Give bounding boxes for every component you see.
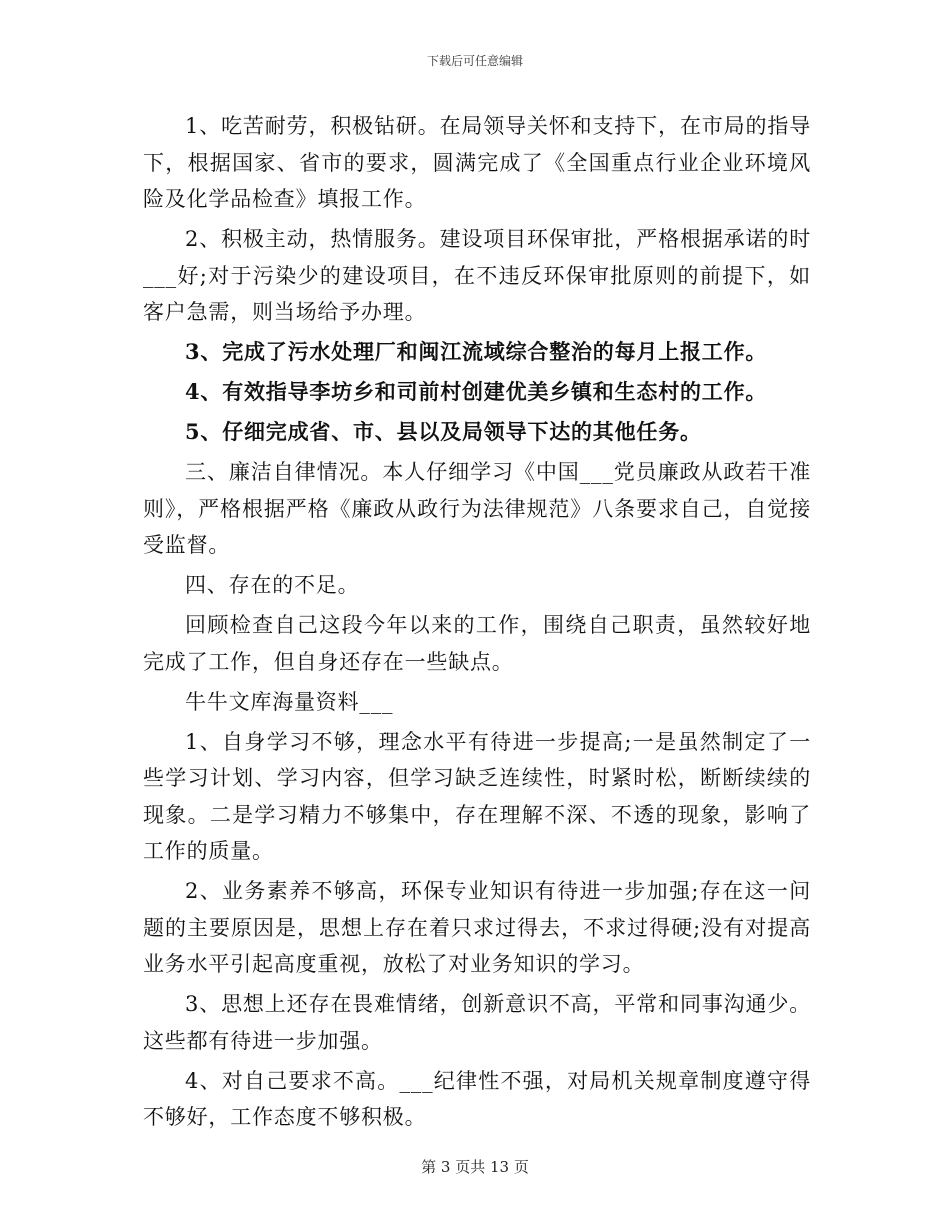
paragraph-2: 2、积极主动，热情服务。建设项目环保审批，严格根据承诺的时___好;对于污染少的建设项目，在不违反环保审批原则的前提下，如客户急需，则当场给予办理。 (143, 227, 811, 324)
paragraph-8: 回顾检查自己这段今年以来的工作，围绕自己职责，虽然较好地完成了工作，但自身还存在一些缺点。 (143, 613, 811, 674)
paragraph-9: 牛牛文库海量资料___ (185, 689, 394, 714)
page-footer: 第 3 页共 13 页 (421, 1158, 529, 1176)
paragraph-6: 三、廉洁自律情况。本人仔细学习《中国___党员廉政从政若干准则》，严格根据严格《廉政从政行为法律规范》八条要求自己，自觉接受监督。 (143, 460, 811, 557)
paragraph-3: 3、完成了污水处理厂和闽江流域综合整治的每月上报工作。 (185, 339, 768, 364)
paragraph-10: 1、自身学习不够，理念水平有待进一步提高;一是虽然制定了一些学习计划、学习内容，但学习缺乏连续性，时紧时松，断断续续的现象。二是学习精力不够集中，存在理解不深、不透的现象，影响了工作的质量。 (143, 729, 811, 863)
paragraph-12: 3、思想上还存在畏难情绪，创新意识不高，平常和同事沟通少。这些都有待进一步加强。 (143, 992, 811, 1053)
paragraph-5: 5、仔细完成省、市、县以及局领导下达的其他任务。 (185, 419, 702, 444)
paragraph-4: 4、有效指导李坊乡和司前村创建优美乡镇和生态村的工作。 (185, 379, 768, 404)
document-body (143, 108, 811, 1139)
paragraph-1: 1、吃苦耐劳，积极钻研。在局领导关怀和支持下，在市局的指导下，根据国家、省市的要求，圆满完成了《全国重点行业企业环境风险及化学品检查》填报工作。 (143, 114, 811, 211)
page-header: 下载后可任意编辑 (426, 54, 523, 68)
paragraph-7: 四、存在的不足。 (185, 573, 360, 597)
paragraph-13: 4、对自己要求不高。___纪律性不强，对局机关规章制度遵守得不够好，工作态度不够积极。 (143, 1068, 811, 1129)
paragraph-11: 2、业务素养不够高，环保专业知识有待进一步加强;存在这一问题的主要原因是，思想上存在着只求过得去，不求过得硬;没有对提高业务水平引起高度重视，放松了对业务知识的学习。 (143, 879, 811, 976)
